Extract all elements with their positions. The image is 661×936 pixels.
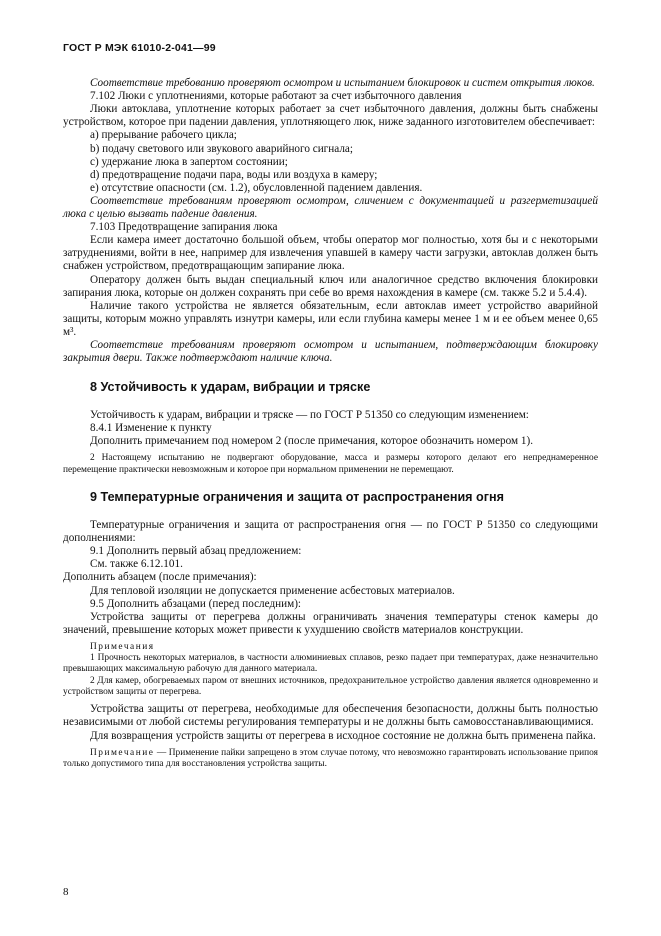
section-8-paragraph-3: Дополнить примечанием под номером 2 (после примечания, которое обозначить номером 1). [90,435,534,448]
final-note [63,748,598,771]
section-9-note-2: 2 Для камер, обогреваемых паром от внешних источников, предохранительное устройство давления является одновременно и устройством защиты от перегрева. [63,675,598,698]
section-9-paragraph-7: Устройства защиты от перегрева должны ограничивать значения температуры стенок камеры до значений, превышение которых может привести к ухудшению свойств материалов конструкции. [63,610,598,636]
clause-7-102-compliance: Соответствие требованиям проверяют осмотром, сличением с документацией и разгерметизацией люка с целью вызвать падение давления. [63,194,598,221]
clause-7-103-paragraph-1: Если камера имеет достаточно большой объем, чтобы оператор мог полностью, хотя бы и с некоторыми затруднениями, войти в нее, например для извлечения упавшей в камеру части загрузки, автоклав должен быть снабжен устройством, предотвращающим запирание люка. [63,234,598,273]
section-9-heading: 9 Температурные ограничения и защита от распространения огня [90,490,504,505]
clause-7-103-compliance: Соответствие требованиям проверяют осмотром и испытанием, подтверждающим блокировку закрытия двери. Также подтверждают наличие ключа. [63,338,598,365]
list-item: b) подачу светового или звукового аварийного сигнала; [90,142,353,155]
running-header: ГОСТ Р МЭК 61010-2-041—99 [63,42,216,54]
section-9-paragraph-9: Для возвращения устройств защиты от перегрева в исходное состояние не должна быть применена пайка. [90,729,596,742]
section-9-paragraph-6: 9.5 Дополнить абзацами (перед последним): [90,597,302,610]
clause-7-103-paragraph-3: Наличие такого устройства не является обязательным, если автоклав имеет устройство аварийной защиты, которым можно управлять изнутри камеры, или если глубина камеры менее 1 м и ее объем менее 0,65 м³. [63,299,598,338]
section-9-note-1: 1 Прочность некоторых материалов, в частности алюминиевых сплавов, резко падает при температурах, даже незначительно превышающих максимальную рабочую для данного материала. [63,653,598,675]
section-9-paragraph-5: Для тепловой изоляции не допускается применение асбестовых материалов. [90,584,455,597]
list-item: e) отсутствие опасности (см. 1.2), обусловленной падением давления. [90,181,423,194]
list-item: c) удержание люка в запертом состоянии; [90,155,288,168]
section-8-paragraph-1: Устойчивость к ударам, вибрации и тряске — по ГОСТ Р 51350 со следующим изменением: [90,409,529,422]
section-8-note: 2 Настоящему испытанию не подвергают оборудование, масса и размеры которого делают его непреднамеренное перемещение практически невозможным и которое при нормальном применении не перемещают. [63,453,598,475]
section-9-paragraph-3: См. также 6.12.101. [90,558,183,571]
final-note-text: — Применение пайки запрещено в этом случае потому, что невозможно гарантировать использование припоя только допустимого типа для восстановления устройства защиты. [63,747,598,769]
section-8-heading: 8 Устойчивость к ударам, вибрации и тряске [90,380,371,395]
final-note-label: Примечание [90,747,155,758]
section-9-paragraph-8: Устройства защиты от перегрева, необходимые для обеспечения безопасности, должны быть полностью независимыми от любой системы регулирования температуры и не должны быть самовосстанавливающимися. [63,703,598,729]
section-8-paragraph-2: 8.4.1 Изменение к пункту [90,422,212,435]
clause-7-103-title: 7.103 Предотвращение запирания люка [90,221,278,234]
section-9-paragraph-4: Дополнить абзацем (после примечания): [63,571,257,584]
paragraph-compliance-hatches: Соответствие требованию проверяют осмотром и испытанием блокировок и систем открытия люков. [90,77,595,90]
clause-7-102-list [63,129,598,194]
list-item: d) предотвращение подачи пара, воды или воздуха в камеру; [90,168,378,181]
section-9-paragraph-1: Температурные ограничения и защита от распространения огня — по ГОСТ Р 51350 со следующими дополнениями: [63,519,598,545]
clause-7-102-body: Люки автоклава, уплотнение которых работает за счет избыточного давления, должны быть снабжены устройством, которое при падении давления, уплотняющего люк, ниже заданного изготовителем обеспечивает: [63,103,598,129]
list-item: a) прерывание рабочего цикла; [90,129,237,142]
clause-7-103-paragraph-2: Оператору должен быть выдан специальный ключ или аналогичное средство включения блокировки запирания люка, которые он должен сохранять при себе во время нахождения в камере (см. также 5.2 и 5.4.4). [63,273,598,299]
section-9-paragraph-2: 9.1 Дополнить первый абзац предложением: [90,545,302,558]
notes-label: Примечания [90,641,155,652]
page-number: 8 [63,886,69,898]
clause-7-102-title: 7.102 Люки с уплотнениями, которые работают за счет избыточного давления [90,90,462,103]
